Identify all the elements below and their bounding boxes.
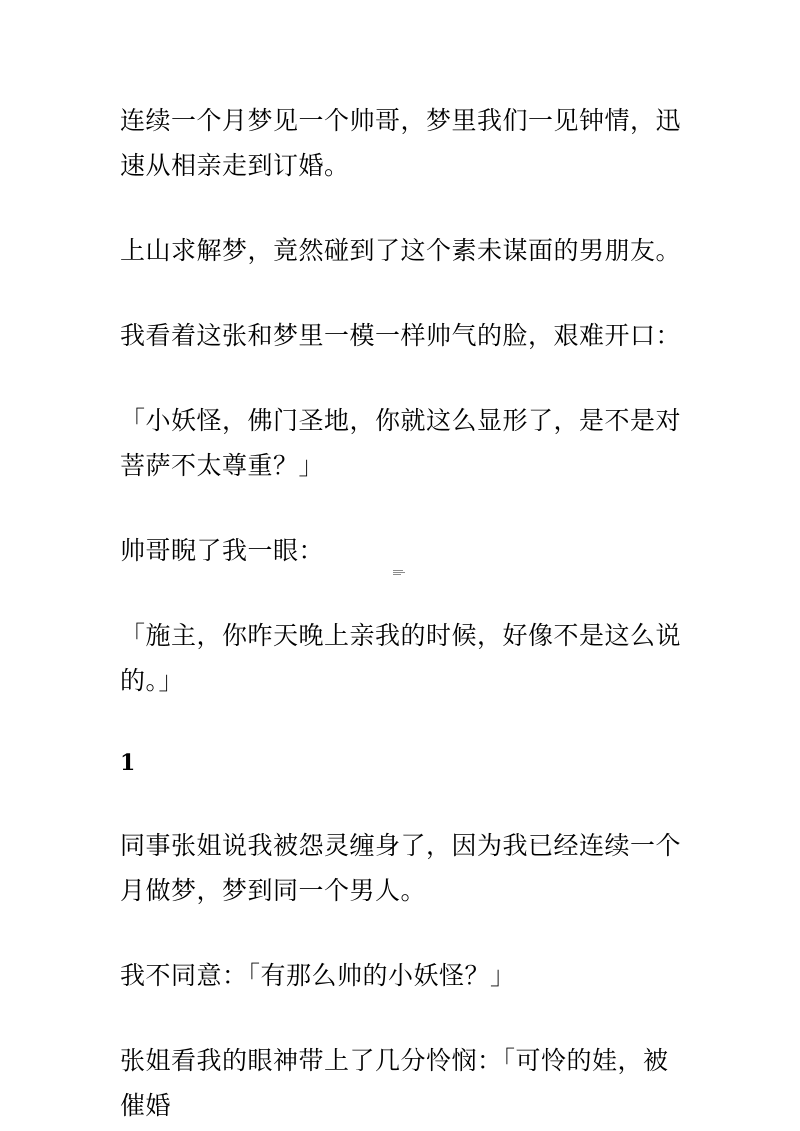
paragraph-6: 「施主，你昨天晚上亲我的时候，好像不是这么说的。」 [120, 621, 682, 695]
scan-mark-icon [393, 570, 405, 576]
paragraph-2: 上山求解梦，竟然碰到了这个素未谋面的男朋友。 [120, 236, 682, 265]
paragraph-1: 连续一个月梦见一个帅哥，梦里我们一见钟情，迅速从相亲走到订婚。 [120, 106, 682, 180]
section-number: 1 [120, 750, 136, 776]
paragraph-4: 「小妖怪，佛门圣地，你就这么显形了，是不是对菩萨不太尊重？」 [120, 406, 682, 480]
section-paragraph-1: 同事张姐说我被怨灵缠身了，因为我已经连续一个月做梦，梦到同一个男人。 [120, 831, 682, 905]
paragraph-5: 帅哥睨了我一眼： [120, 536, 325, 565]
section-paragraph-2: 我不同意：「有那么帅的小妖怪？」 [120, 961, 516, 990]
section-paragraph-3: 张姐看我的眼神带上了几分怜悯：「可怜的娃，被催婚 [120, 1046, 669, 1120]
paragraph-3: 我看着这张和梦里一模一样帅气的脸，艰难开口： [120, 321, 682, 350]
